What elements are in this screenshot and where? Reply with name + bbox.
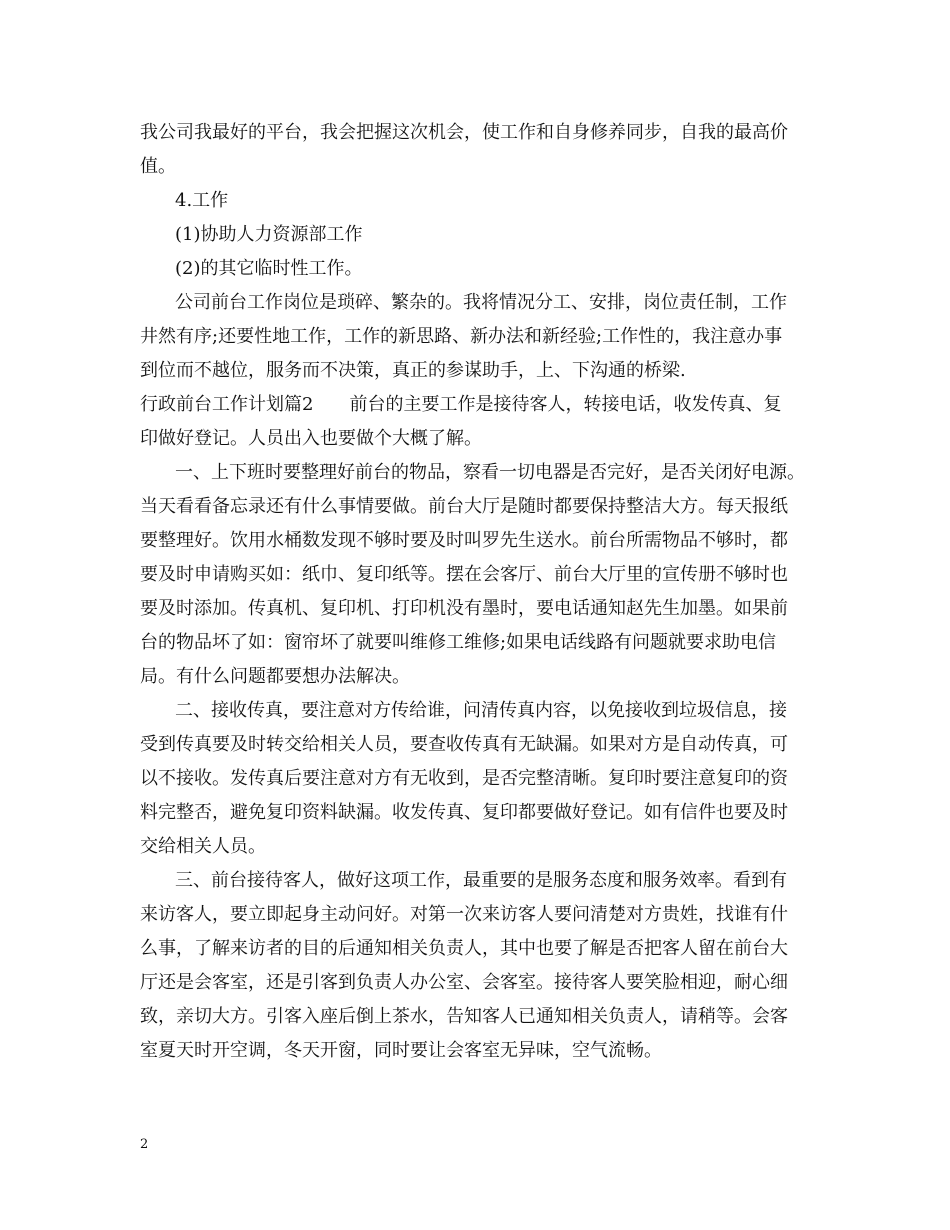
text-line: 要及时添加。传真机、复印机、打印机没有墨时，要电话通知赵先生加墨。如果前 (140, 598, 788, 619)
text-line: 交给相关人员。 (140, 836, 266, 857)
text-line: 么事，了解来访者的目的后通知相关负责人，其中也要了解是否把客人留在前台大 (140, 938, 788, 959)
text-line: 公司前台工作岗位是琐碎、繁杂的。我将情况分工、安排，岗位责任制，工作 (175, 292, 787, 313)
text-line: 当天看看备忘录还有什么事情要做。前台大厅是随时都要保持整洁大方。每天报纸 (140, 496, 788, 517)
text-line: 以不接收。发传真后要注意对方有无收到，是否完整清晰。复印时要注意复印的资 (140, 768, 788, 789)
text-line: 印做好登记。人员出入也要做个大概了解。 (140, 428, 482, 449)
text-line: (1)协助人力资源部工作 (175, 224, 363, 245)
text-line: 台的物品坏了如：窗帘坏了就要叫维修工维修;如果电话线路有问题就要求助电信 (140, 632, 777, 653)
text-line: 来访客人，要立即起身主动问好。对第一次来访客人要问清楚对方贵姓，找谁有什 (140, 904, 788, 925)
text-line: 到位而不越位，服务而不决策，真正的参谋助手，上、下沟通的桥梁. (140, 360, 686, 381)
text-line: 行政前台工作计划篇2 前台的主要工作是接待客人，转接电话，收发传真、复 (140, 394, 782, 415)
text-line: 值。 (140, 156, 176, 177)
text-line: 受到传真要及时转交给相关人员，要查收传真有无缺漏。如果对方是自动传真，可 (140, 734, 788, 755)
page-number: 2 (140, 1137, 149, 1152)
text-line: 一、上下班时要整理好前台的物品，察看一切电器是否完好，是否关闭好电源。 (175, 462, 805, 483)
text-line: 局。有什么问题都要想办法解决。 (140, 666, 410, 687)
text-line: 三、前台接待客人，做好这项工作，最重要的是服务态度和服务效率。看到有 (175, 870, 787, 891)
text-line: 要及时申请购买如：纸巾、复印纸等。摆在会客厅、前台大厅里的宣传册不够时也 (140, 564, 788, 585)
text-line: 要整理好。饮用水桶数发现不够时要及时叫罗先生送水。前台所需物品不够时，都 (140, 530, 788, 551)
text-line: 我公司我最好的平台，我会把握这次机会，使工作和自身修养同步，自我的最高价 (140, 122, 788, 143)
text-line: 4.工作 (175, 190, 229, 211)
text-line: 致，亲切大方。引客入座后倒上茶水，告知客人已通知相关负责人，请稍等。会客 (140, 1006, 788, 1027)
text-line: 井然有序;还要性地工作，工作的新思路、新办法和新经验;工作性的，我注意办事 (140, 326, 783, 347)
text-line: 厅还是会客室，还是引客到负责人办公室、会客室。接待客人要笑脸相迎，耐心细 (140, 972, 788, 993)
text-line: 料完整否，避免复印资料缺漏。收发传真、复印都要做好登记。如有信件也要及时 (140, 802, 788, 823)
text-line: 室夏天时开空调，冬天开窗，同时要让会客室无异味，空气流畅。 (140, 1040, 662, 1061)
text-line: (2)的其它临时性工作。 (175, 258, 363, 279)
text-line: 二、接收传真，要注意对方传给谁，问清传真内容，以免接收到垃圾信息，接 (175, 700, 787, 721)
